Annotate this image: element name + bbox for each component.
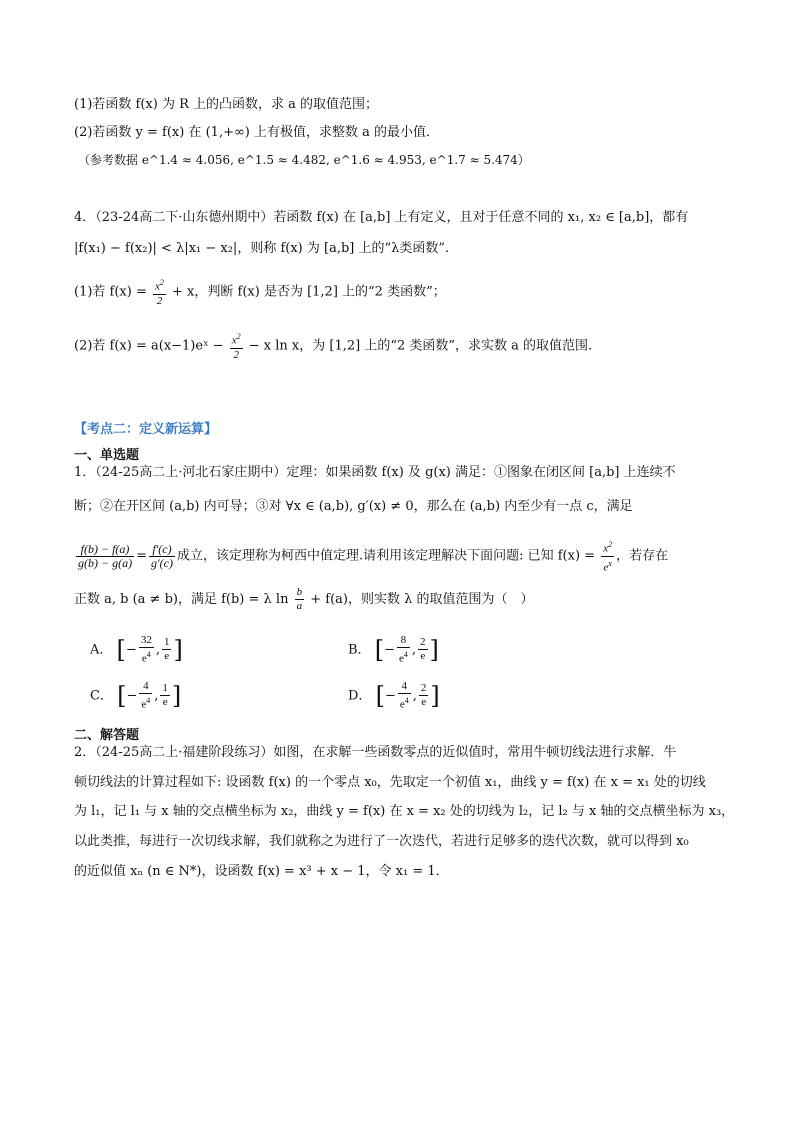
q4-part2-lead: (2)若 f(x) = a(x−1)eˣ −: [74, 338, 224, 354]
s2q1-line4: [74, 586, 533, 613]
option-b-label: B．: [348, 642, 371, 658]
s2q2-line4: 以此类推，每进行一次切线求解，我们就称之为进行了一次迭代，若进行足够多的迭代次数，就可以得到 x₀: [74, 834, 689, 849]
s2q2-line3: 为 l₁，记 l₁ 与 x 轴的交点横坐标为 x₂，曲线 y = f(x) 在 x = x₂ 处的切线为 l₂，记 l₂ 与 x 轴的交点横坐标为 x₃，: [74, 804, 735, 819]
option-d[interactable]: D． [− $\frac{4}{e^4}$ , $\frac{2}{e}$ ]: [348, 680, 440, 711]
s2q2-line1: 2．（24-25高二上·福建阶段练习）如图，在求解一些函数零点的近似值时，常用牛顿切线法进行求解．牛: [74, 745, 677, 760]
q4-part2-fraction: $\frac{x^2}{2}$: [231, 332, 241, 361]
s2q1-line2: 断；②在开区间 (a,b) 内可导；③对 ∀x ∈ (a,b), g′(x) ≠ 0，那么在 (a,b) 内至少有一点 c，满足: [74, 499, 633, 514]
q4-part1-tail: + x，判断 f(x) 是否为 [1,2] 上的“2 类函数”；: [172, 284, 446, 300]
s2q1-line1: [74, 464, 676, 482]
q3-reference-data: （参考数据 e^1.4 ≈ 4.056, e^1.5 ≈ 4.482, e^1.6 ≈ 4.953, e^1.7 ≈ 5.474）: [78, 153, 530, 167]
q4-part2-tail: − x ln x，为 [1,2] 上的“2 类函数”，求实数 a 的取值范围.: [248, 338, 593, 354]
option-b[interactable]: B． [− $\frac{8}{e^4}$ , $\frac{2}{e}$ ]: [348, 634, 439, 665]
q4-intro: [74, 209, 688, 227]
q3-part1: (1)若函数 f(x) 为 R 上的凸函数，求 a 的取值范围；: [74, 97, 379, 112]
s2q2-line5: 的近似值 xₙ (n ∈ N*)，设函数 f(x) = x³ + x − 1，令 x₁ = 1．: [74, 864, 449, 879]
q4-part1: [74, 276, 446, 308]
q4-intro-text: 若函数 f(x) 在 [a,b] 上有定义，且对于任意不同的 x₁, x₂ ∈ [a,b]，都有: [273, 210, 689, 225]
s2q1-line3-tail: ，若存在: [616, 548, 669, 564]
q4-condition: |f(x₁) − f(x₂)| < λ|x₁ − x₂|，则称 f(x) 为 [a,b] 上的“λ类函数”.: [74, 241, 450, 256]
s2q1-ln-fraction: $\frac{b}{a}$: [296, 586, 303, 612]
s2q1-line4-tail: + f(a)，则实数 λ 的取值范围为（ ）: [310, 592, 534, 607]
section-title: 【考点二：定义新运算】: [74, 422, 218, 437]
q4-number: 4．: [74, 210, 96, 225]
option-c-label: C．: [90, 688, 113, 704]
section-subtitle-single-choice: 一、单选题: [74, 448, 140, 463]
q3-part2: (2)若函数 y = f(x) 在 (1,+∞) 上有极值，求整数 a 的最小值．: [74, 125, 440, 140]
s2q1-function-fraction: $\frac{x^2}{e^x}$: [603, 540, 613, 574]
option-a-label: A．: [90, 642, 113, 658]
option-d-label: D．: [348, 688, 372, 704]
q4-part2: [74, 330, 592, 362]
q4-part1-fraction: $\frac{x^2}{2}$: [155, 278, 164, 307]
s2q1-line4-text: 正数 a, b (a ≠ b)，满足 f(b) = λ ln: [74, 592, 289, 607]
s2q1-line3-text: 成立，该定理称为柯西中值定理.请利用该定理解决下面问题: 已知 f(x) =: [176, 548, 596, 564]
option-a[interactable]: A． [− $\frac{32}{e^4}$ , $\frac{1}{e}$ ]: [90, 634, 183, 665]
cauchy-fraction-left: $\frac{f(b) - f(a)}{g(b) - g(a)}$: [78, 541, 133, 570]
cauchy-fraction-right: $\frac{f'(c)}{g'(c)}$: [151, 541, 173, 570]
q4-source: （23-24高二下·山东德州期中）: [95, 210, 274, 225]
q4-part1-lead: (1)若 f(x) =: [74, 284, 147, 300]
s2q1-line1-text: 1．（24-25高二上·河北石家庄期中）定理：如果函数 f(x) 及 g(x) 满足：①图象在闭区间 [a,b] 上连续不: [74, 465, 676, 480]
s2q1-line3: $\frac{f(b) - f(a)}{g(b) - g(a)}$ = $\frac{f'(c)}{g'(c)}$ 成立，该定理称为柯西中值定理.请利用该定理解决下面问题: 已知 f(x) = $\frac{x^2}{e^x}$ ，若存在: [78, 540, 669, 574]
s2q2-line2: 顿切线法的计算过程如下: 设函数 f(x) 的一个零点 x₀，先取定一个初值 x₁，曲线 y = f(x) 在 x = x₁ 处的切线: [74, 775, 706, 790]
section-subtitle-answer: 二、解答题: [74, 728, 140, 743]
option-c[interactable]: C． [− $\frac{4}{e^4}$ , $\frac{1}{e}$ ]: [90, 680, 182, 711]
